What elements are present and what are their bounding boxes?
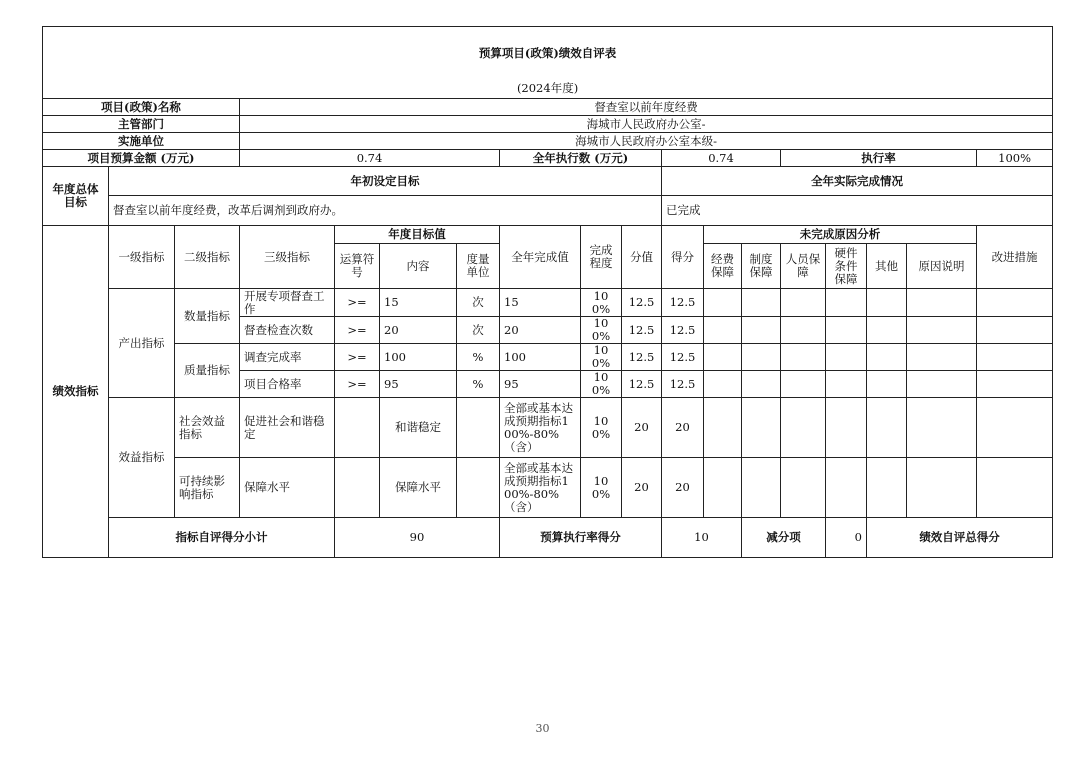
social-benefit-label: 社会效益指标 <box>175 398 240 458</box>
indicator-weight: 12.5 <box>622 317 662 344</box>
rate-score-value: 10 <box>662 518 742 558</box>
level2-header: 二级指标 <box>175 226 240 289</box>
indicator-actual: 15 <box>500 289 581 317</box>
unit-value: 海城市人民政府办公室本级- <box>240 133 1053 150</box>
indicator-operator: >= <box>335 371 380 398</box>
indicator-actual: 全部或基本达成预期指标100%-80%（含） <box>500 398 581 458</box>
indicator-name: 项目合格率 <box>240 371 335 398</box>
reason-group-header: 未完成原因分析 <box>704 226 977 244</box>
reason-other-header: 其他 <box>867 244 907 289</box>
indicator-name: 保障水平 <box>240 458 335 518</box>
indicator-unit <box>457 398 500 458</box>
indicator-actual: 95 <box>500 371 581 398</box>
indicator-unit: % <box>457 344 500 371</box>
page-number: 30 <box>535 722 550 735</box>
deduct-value: 0 <box>826 518 867 558</box>
indicator-operator: >= <box>335 344 380 371</box>
unit-label: 实施单位 <box>43 133 240 150</box>
set-goal-header: 年初设定目标 <box>109 167 662 196</box>
output-indicator-label: 产出指标 <box>109 289 175 398</box>
deduct-label: 减分项 <box>742 518 826 558</box>
subtotal-value: 90 <box>335 518 500 558</box>
exec-label: 全年执行数 (万元) <box>500 150 662 167</box>
indicator-content: 20 <box>380 317 457 344</box>
set-goal-text: 督查室以前年度经费，改革后调剂到政府办。 <box>109 196 662 226</box>
completion-header: 完成程度 <box>581 226 622 289</box>
indicator-operator <box>335 458 380 518</box>
rate-label: 执行率 <box>781 150 977 167</box>
indicator-content: 15 <box>380 289 457 317</box>
indicator-score: 20 <box>662 458 704 518</box>
indicator-unit: % <box>457 371 500 398</box>
table-row <box>43 458 1053 518</box>
effect-indicator-label: 效益指标 <box>109 398 175 518</box>
unit-header: 度量单位 <box>457 244 500 289</box>
level1-header: 一级指标 <box>109 226 175 289</box>
score-header: 得分 <box>662 226 704 289</box>
reason-explain-header: 原因说明 <box>907 244 977 289</box>
year-subtitle: (2024年度) <box>43 79 1053 99</box>
operator-header: 运算符号 <box>335 244 380 289</box>
indicator-score: 12.5 <box>662 317 704 344</box>
indicator-actual: 100 <box>500 344 581 371</box>
indicator-completion: 100% <box>581 317 622 344</box>
content-header: 内容 <box>380 244 457 289</box>
indicator-weight: 12.5 <box>622 344 662 371</box>
target-group-header: 年度目标值 <box>335 226 500 244</box>
dept-value: 海城市人民政府办公室- <box>240 116 1053 133</box>
indicator-weight: 12.5 <box>622 289 662 317</box>
rate-value: 100% <box>977 150 1053 167</box>
indicator-completion: 100% <box>581 398 622 458</box>
quantity-indicator-label: 数量指标 <box>175 289 240 344</box>
indicator-weight: 20 <box>622 398 662 458</box>
indicator-completion: 100% <box>581 289 622 317</box>
indicator-name: 调查完成率 <box>240 344 335 371</box>
subtotal-label: 指标自评得分小计 <box>109 518 335 558</box>
total-score-label: 绩效自评总得分 <box>867 518 1053 558</box>
table-row <box>43 289 1053 317</box>
indicator-name: 督查检查次数 <box>240 317 335 344</box>
table-row <box>43 344 1053 371</box>
page-title: 预算项目(政策)绩效自评表 <box>43 27 1053 80</box>
indicator-operator: >= <box>335 317 380 344</box>
indicator-actual: 20 <box>500 317 581 344</box>
indicator-content: 保障水平 <box>380 458 457 518</box>
indicator-content: 100 <box>380 344 457 371</box>
perf-section-label: 绩效指标 <box>43 226 109 558</box>
exec-value: 0.74 <box>662 150 781 167</box>
actual-status-text: 已完成 <box>662 196 1053 226</box>
indicator-score: 20 <box>662 398 704 458</box>
indicator-unit: 次 <box>457 289 500 317</box>
indicator-completion: 100% <box>581 371 622 398</box>
indicator-weight: 20 <box>622 458 662 518</box>
indicator-unit: 次 <box>457 317 500 344</box>
budget-value: 0.74 <box>240 150 500 167</box>
project-name-label: 项目(政策)名称 <box>43 99 240 116</box>
indicator-weight: 12.5 <box>622 371 662 398</box>
indicator-completion: 100% <box>581 458 622 518</box>
indicator-actual: 全部或基本达成预期指标100%-80%（含） <box>500 458 581 518</box>
level3-header: 三级指标 <box>240 226 335 289</box>
budget-label: 项目预算金额 (万元) <box>43 150 240 167</box>
evaluation-table <box>42 26 1053 558</box>
reason-system-header: 制度保障 <box>742 244 781 289</box>
improve-header: 改进措施 <box>977 226 1053 289</box>
project-name-value: 督查室以前年度经费 <box>240 99 1053 116</box>
actual-header: 全年完成值 <box>500 226 581 289</box>
indicator-name: 开展专项督查工作 <box>240 289 335 317</box>
indicator-unit <box>457 458 500 518</box>
indicator-score: 12.5 <box>662 371 704 398</box>
sustain-impact-label: 可持续影响指标 <box>175 458 240 518</box>
annual-goal-label: 年度总体目标 <box>43 167 109 226</box>
actual-status-header: 全年实际完成情况 <box>662 167 1053 196</box>
reason-staff-header: 人员保障 <box>781 244 826 289</box>
indicator-name: 促进社会和谐稳定 <box>240 398 335 458</box>
indicator-completion: 100% <box>581 344 622 371</box>
weight-header: 分值 <box>622 226 662 289</box>
reason-funds-header: 经费保障 <box>704 244 742 289</box>
indicator-operator <box>335 398 380 458</box>
indicator-content: 95 <box>380 371 457 398</box>
indicator-content: 和谐稳定 <box>380 398 457 458</box>
indicator-operator: >= <box>335 289 380 317</box>
rate-score-label: 预算执行率得分 <box>500 518 662 558</box>
table-row <box>43 398 1053 458</box>
indicator-score: 12.5 <box>662 289 704 317</box>
evaluation-sheet <box>42 26 1053 558</box>
indicator-score: 12.5 <box>662 344 704 371</box>
quality-indicator-label: 质量指标 <box>175 344 240 398</box>
reason-hardware-header: 硬件条件保障 <box>826 244 867 289</box>
dept-label: 主管部门 <box>43 116 240 133</box>
